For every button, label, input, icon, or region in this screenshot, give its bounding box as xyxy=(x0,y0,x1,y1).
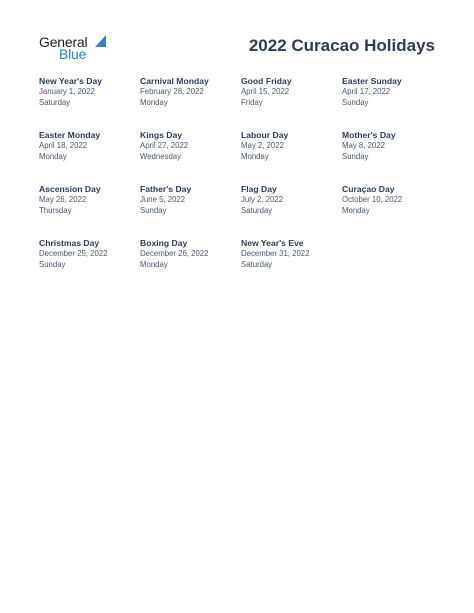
holiday-name: Labour Day xyxy=(241,130,289,140)
holiday-item xyxy=(342,76,443,130)
holiday-name: Kings Day xyxy=(140,130,183,140)
holiday-weekday: Monday xyxy=(241,151,269,161)
holiday-weekday: Friday xyxy=(241,97,263,107)
holiday-item xyxy=(140,76,241,130)
holiday-name: Christmas Day xyxy=(39,238,100,248)
holiday-item xyxy=(39,130,140,184)
holiday-date: February 28, 2022 xyxy=(140,87,204,96)
holiday-weekday: Saturday xyxy=(39,97,71,107)
page-title: 2022 Curacao Holidays xyxy=(248,36,435,55)
holiday-grid xyxy=(39,76,443,292)
holiday-date: December 31, 2022 xyxy=(241,249,310,258)
holiday-weekday: Saturday xyxy=(241,259,273,269)
holiday-item xyxy=(39,238,140,292)
holiday-date: January 1, 2022 xyxy=(39,87,95,96)
holiday-item xyxy=(39,184,140,238)
holiday-name: Mother's Day xyxy=(342,130,396,140)
holiday-date: December 25, 2022 xyxy=(39,249,108,258)
holiday-item xyxy=(342,184,443,238)
holiday-item xyxy=(342,130,443,184)
holiday-name: Easter Monday xyxy=(39,130,101,140)
holiday-name: Father's Day xyxy=(140,184,192,194)
holiday-date: April 17, 2022 xyxy=(342,87,391,96)
holiday-weekday: Saturday xyxy=(241,205,273,215)
holiday-item xyxy=(241,184,342,238)
holiday-name: New Year's Eve xyxy=(241,238,304,248)
holiday-date: May 26, 2022 xyxy=(39,195,87,204)
holiday-date: May 8, 2022 xyxy=(342,141,385,150)
logo-word-blue: Blue xyxy=(59,46,87,62)
holiday-date: June 5, 2022 xyxy=(140,195,186,204)
logo-triangle-icon xyxy=(95,35,106,47)
holiday-date: April 18, 2022 xyxy=(39,141,88,150)
holiday-name: Flag Day xyxy=(241,184,277,194)
holiday-item xyxy=(241,130,342,184)
holiday-weekday: Sunday xyxy=(342,97,369,107)
holiday-name: Ascension Day xyxy=(39,184,101,194)
holiday-date: April 15, 2022 xyxy=(241,87,290,96)
holiday-weekday: Sunday xyxy=(342,151,369,161)
holiday-name: Good Friday xyxy=(241,76,292,86)
holiday-name: Carnival Monday xyxy=(140,76,209,86)
holiday-date: May 2, 2022 xyxy=(241,141,284,150)
holiday-weekday: Monday xyxy=(39,151,67,161)
holiday-weekday: Sunday xyxy=(39,259,66,269)
holiday-item xyxy=(140,130,241,184)
holiday-name: New Year's Day xyxy=(39,76,103,86)
holiday-weekday: Wednesday xyxy=(140,151,182,161)
holiday-item xyxy=(39,76,140,130)
holiday-weekday: Monday xyxy=(342,205,370,215)
holiday-date: April 27, 2022 xyxy=(140,141,189,150)
holiday-name: Curaçao Day xyxy=(342,184,395,194)
holiday-item xyxy=(241,76,342,130)
holiday-date: October 10, 2022 xyxy=(342,195,403,204)
holiday-item xyxy=(140,238,241,292)
holiday-weekday: Monday xyxy=(140,97,168,107)
holiday-name: Easter Sunday xyxy=(342,76,402,86)
holiday-name: Boxing Day xyxy=(140,238,188,248)
logo-word-general: General xyxy=(39,34,88,50)
holiday-date: December 26, 2022 xyxy=(140,249,209,258)
holiday-date: July 2, 2022 xyxy=(241,195,284,204)
holiday-item xyxy=(241,238,342,292)
holiday-weekday: Sunday xyxy=(140,205,167,215)
holiday-item xyxy=(140,184,241,238)
holiday-weekday: Monday xyxy=(140,259,168,269)
holiday-weekday: Thursday xyxy=(39,205,72,215)
generalblue-logo xyxy=(39,34,109,62)
